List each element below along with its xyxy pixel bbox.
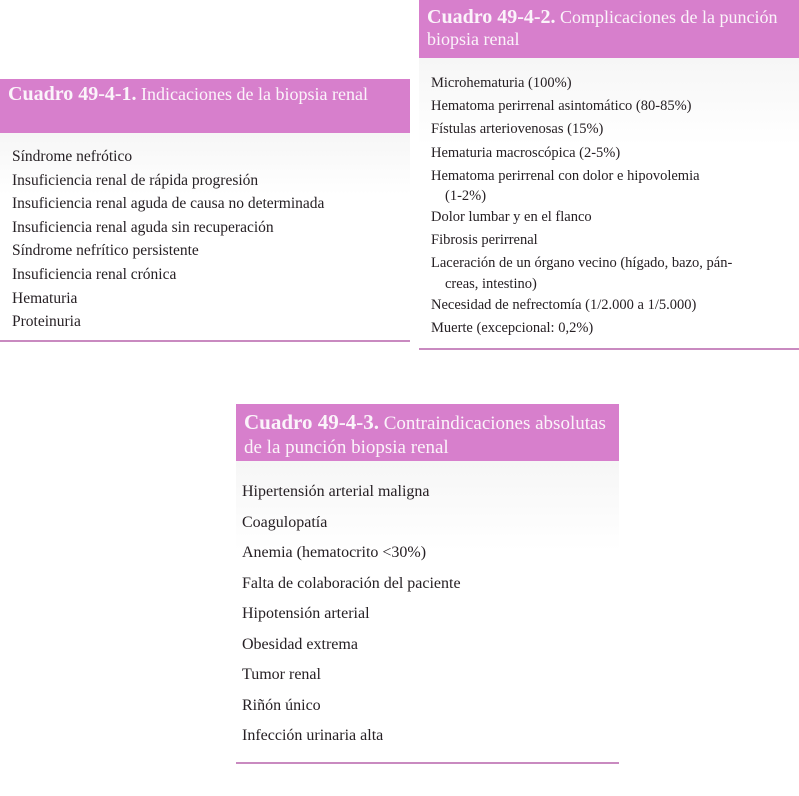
- table-title: Indicaciones de la biopsia renal: [141, 84, 368, 104]
- list-item: Proteinuria: [12, 313, 81, 331]
- list-item: Necesidad de nefrectomía (1/2.000 a 1/5.000): [431, 296, 697, 313]
- list-item: Fibrosis perirrenal: [431, 232, 538, 249]
- list-item: Síndrome nefrótico: [12, 148, 133, 165]
- table-body: [236, 461, 619, 764]
- list-item: [419, 252, 799, 293]
- table-number: Cuadro 49-4-1.: [8, 83, 137, 105]
- list-item: Anemia (hematocrito <30%): [242, 544, 427, 561]
- table-header: [419, 0, 799, 58]
- table-header: [0, 79, 410, 133]
- list-item: Coagulopatía: [242, 513, 328, 531]
- table-body: [419, 58, 799, 350]
- list-item: Insuficiencia renal aguda de causa no determinada: [12, 195, 325, 213]
- list-item: Muerte (excepcional: 0,2%): [431, 319, 594, 336]
- table-number: Cuadro 49-4-3.: [244, 410, 379, 434]
- list-item-continuation: (1-2%): [445, 188, 487, 205]
- table-title: Complicaciones de la punción biopsia renal: [427, 7, 778, 49]
- list-item: Hipertensión arterial maligna: [242, 483, 430, 500]
- list-item-line: Laceración de un órgano vecino (hígado, bazo, pán-: [431, 255, 733, 272]
- list-item: Hipotensión arterial: [242, 605, 370, 622]
- table-contraindicaciones: [236, 404, 619, 764]
- table-body: [0, 133, 410, 342]
- list-item: Insuficiencia renal de rápida progresión: [12, 171, 259, 189]
- table-number: Cuadro 49-4-2.: [427, 6, 556, 28]
- list-item: Insuficiencia renal aguda sin recuperación: [12, 218, 274, 236]
- list-item: Falta de colaboración del paciente: [242, 574, 461, 592]
- list-item: Microhematuria (100%): [431, 75, 572, 91]
- list-item: Riñón único: [242, 696, 321, 714]
- table-indicaciones: [0, 79, 410, 342]
- table-title: Contraindicaciones absolutas de la punción biopsia renal: [244, 413, 606, 458]
- list-item-continuation: creas, intestino): [445, 275, 537, 292]
- list-item: Síndrome nefrítico persistente: [12, 242, 199, 260]
- list-item-line: Hematoma perirrenal con dolor e hipovolemia: [431, 167, 700, 184]
- list-item: Insuficiencia renal crónica: [12, 265, 177, 283]
- list-item: Obesidad extrema: [242, 635, 358, 653]
- list-item: [419, 165, 799, 206]
- list-item: Hematoma perirrenal asintomático (80-85%): [431, 98, 692, 115]
- list-item: Tumor renal: [242, 666, 321, 683]
- list-item: Fístulas arteriovenosas (15%): [431, 121, 604, 138]
- list-item: Dolor lumbar y en el flanco: [431, 209, 592, 226]
- list-item: Hematuria macroscópica (2-5%): [431, 144, 621, 161]
- table-header: [236, 404, 619, 461]
- list-item: Hematuria: [12, 289, 78, 307]
- table-complicaciones: [419, 0, 799, 350]
- list-item: Infección urinaria alta: [242, 727, 384, 744]
